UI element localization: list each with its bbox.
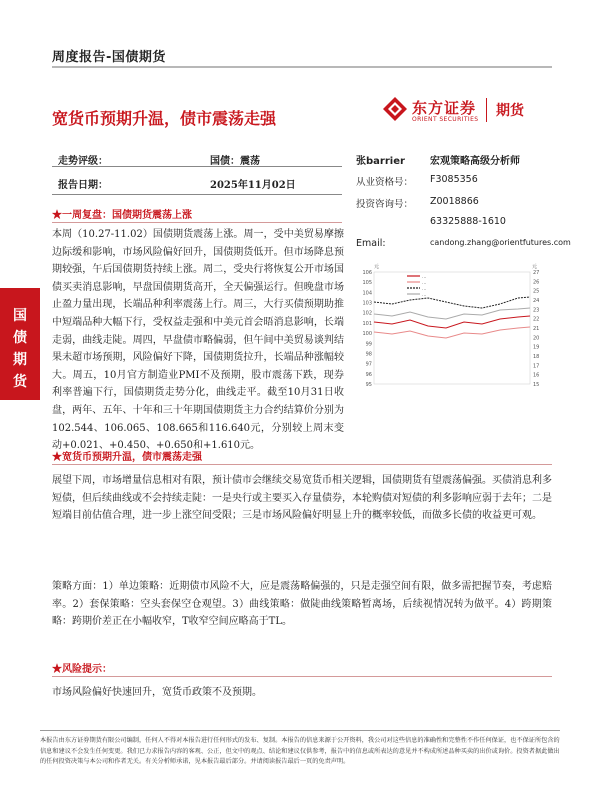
logo-subtitle: ORIENT SECURITIES [412, 116, 479, 123]
series-line [374, 297, 530, 308]
orient-logo-icon [382, 96, 408, 122]
sidebar-tag [0, 288, 40, 400]
y-right-tick: 27 [533, 270, 540, 276]
section1-body: 本周（10.27-11.02）国债期货震荡上涨。周一，受中美贸易摩擦边际缓和影响，市场风险偏好回升，国债期货低开。但市场降息预期较强，午后国债期货持续上涨。周二，受央行将恢复公开市场国债买卖消息影响，早盘国债期货高开，全天偏强运行。但晚盘市场止盈力量出现，长端品种利率震荡上行。周三，大行买债预期助推中短端品种大幅下行，受权益走强和中美元首会晤消息影响，长端走弱，曲线走陡。周四，早盘债市略偏弱，但午间中美贸易谈判结果未超市场预期，风险偏好下降，国债期货拉升，长端品种涨幅较大。周五，10月官方制造业PMI不及预期，股市震荡下跌，现券利率普遍下行，国债期货走势分化，曲线走平。截至10月31日收盘，两年、五年、十年和三十年期国债期货主力合约结算价分别为102.544、106.065、108.665和116.640元，分别较上周末变动+0.021、+0.450、+0.650和+1.610元。 [52, 229, 344, 452]
y-left-tick: 98 [365, 351, 372, 358]
y-right-tick: 15 [533, 382, 540, 388]
report-type: 周度报告-国债期货 [52, 50, 166, 65]
section4-title: 风险提示： [62, 664, 112, 675]
y-left-tick: 103 [362, 300, 372, 307]
section2-body: 展望下周，市场增量信息相对有限，预计债市会继续交易宽货币相关逻辑，国债期货有望震荡偏强。买债消息利多短债，但后续曲线或不会持续走陡：一是央行或主要买入存量债券，本轮购债对短债的利多影响应弱于去年；二是短端目前估值合理，进一步上涨空间受限；三是市场风险偏好明显上升的概率较低，而做多长债的收益更可观。 [52, 475, 552, 522]
section4-heading [52, 660, 112, 675]
y-right-tick: 19 [533, 344, 540, 351]
info-divider-bottom [52, 194, 342, 195]
section1-divider [52, 222, 342, 223]
email-label: Email: [356, 238, 386, 249]
y-right-tick: 24 [533, 298, 540, 304]
y-left-tick: 106 [362, 270, 372, 276]
analyst-name: 张barrier [356, 156, 405, 167]
sidebar-char: 期 [13, 352, 27, 368]
y-left-tick: 95 [365, 382, 372, 388]
y-right-label: 元 [532, 264, 538, 270]
advisory-label: 投资咨询号： [356, 199, 414, 210]
legend-label: … [422, 287, 427, 292]
series-line [374, 327, 530, 338]
legend-label: … [422, 275, 427, 280]
y-left-label: 元 [374, 264, 380, 270]
section3-body: 策略方面：1）单边策略：近期债市风险不大，应是震荡略偏强的，只是走强空间有限，做多需把握节奏，考虑赔率。2）套保策略：空头套保空仓观望。3）曲线策略：做陡曲线策略暂离场，后续视情况转为做平。4）跨期策略：跨期价差正在小幅收窄，T收窄空间应略高于TL。 [52, 581, 552, 628]
sidebar-char: 债 [13, 330, 27, 346]
logo-separator [486, 98, 487, 122]
y-right-tick: 20 [533, 335, 540, 342]
y-right-tick: 26 [533, 279, 540, 286]
logo-name: 东方证券 [412, 99, 477, 117]
y-left-tick: 96 [365, 371, 372, 378]
y-left-tick: 101 [362, 320, 372, 327]
trend-label: 走势评级： [58, 156, 108, 167]
header-divider [52, 66, 552, 68]
y-left-tick: 99 [365, 341, 372, 348]
section1-heading [52, 206, 192, 221]
series-line [374, 308, 530, 319]
legend-label: … [422, 281, 427, 286]
star-icon: ★ [52, 664, 62, 675]
footer-disclaimer: 本报告由东方证券期货有限公司编制，任何人不得对本报告进行任何形式的发布、复制。本报告的信息来源于公开资料，我公司对这些信息的准确性和完整性不作任何保证，也不保证所包含的信息和建议不会发生任何变更。我们已力求报告内容的客观、公正，但文中的观点、结论和建议仅供参考，报告中的信息或所表达的意见并不构成所述品种买卖的出价或询价。投资者据此做出的任何投资决策与本公司和作者无关。有关分析师承诺，见本报告最后部分。并请阅读报告最后一页的免责声明。 [40, 737, 560, 765]
y-right-tick: 21 [533, 326, 540, 332]
section2-heading [52, 448, 202, 463]
star-icon: ★ [52, 452, 62, 463]
date-label: 报告日期： [58, 180, 108, 191]
sidebar-char: 货 [13, 374, 27, 390]
y-right-tick: 18 [533, 354, 540, 360]
phone-value: 63325888-1610 [430, 216, 506, 227]
y-left-tick: 105 [362, 280, 372, 287]
email-value[interactable]: candong.zhang@orientfutures.com [430, 238, 571, 247]
y-left-tick: 100 [362, 331, 372, 338]
section2-title: 宽货币预期升温，债市震荡走强 [62, 452, 202, 463]
price-chart [352, 262, 552, 392]
y-left-tick: 102 [362, 310, 372, 317]
cert-value: F3085356 [430, 174, 478, 185]
y-right-tick: 17 [533, 363, 540, 370]
y-right-tick: 25 [533, 288, 540, 295]
cert-label: 从业资格号： [356, 177, 414, 188]
plot-area [374, 272, 530, 384]
y-right-tick: 16 [533, 372, 540, 379]
y-left-tick: 104 [362, 290, 372, 297]
footer-divider [40, 730, 560, 731]
advisory-value: Z0018866 [430, 196, 479, 207]
logo-tail: 期货 [496, 103, 524, 119]
section4-body: 市场风险偏好快速回升，宽货币政策不及预期。 [52, 687, 262, 698]
section2-divider [52, 464, 552, 465]
analyst-title: 宏观策略高级分析师 [430, 156, 520, 167]
section4-divider [52, 676, 552, 677]
y-right-tick: 23 [533, 307, 540, 314]
star-icon: ★ [52, 210, 62, 221]
page-title: 宽货币预期升温，债市震荡走强 [52, 109, 277, 128]
y-left-tick: 97 [365, 361, 372, 368]
section1-title: 一周复盘：国债期货震荡上涨 [62, 210, 192, 221]
date-value: 2025年11月02日 [210, 180, 296, 191]
trend-value: 国债：震荡 [210, 156, 260, 167]
legend-label: … [422, 293, 427, 298]
sidebar-char: 国 [13, 308, 27, 324]
y-right-tick: 22 [533, 316, 540, 323]
